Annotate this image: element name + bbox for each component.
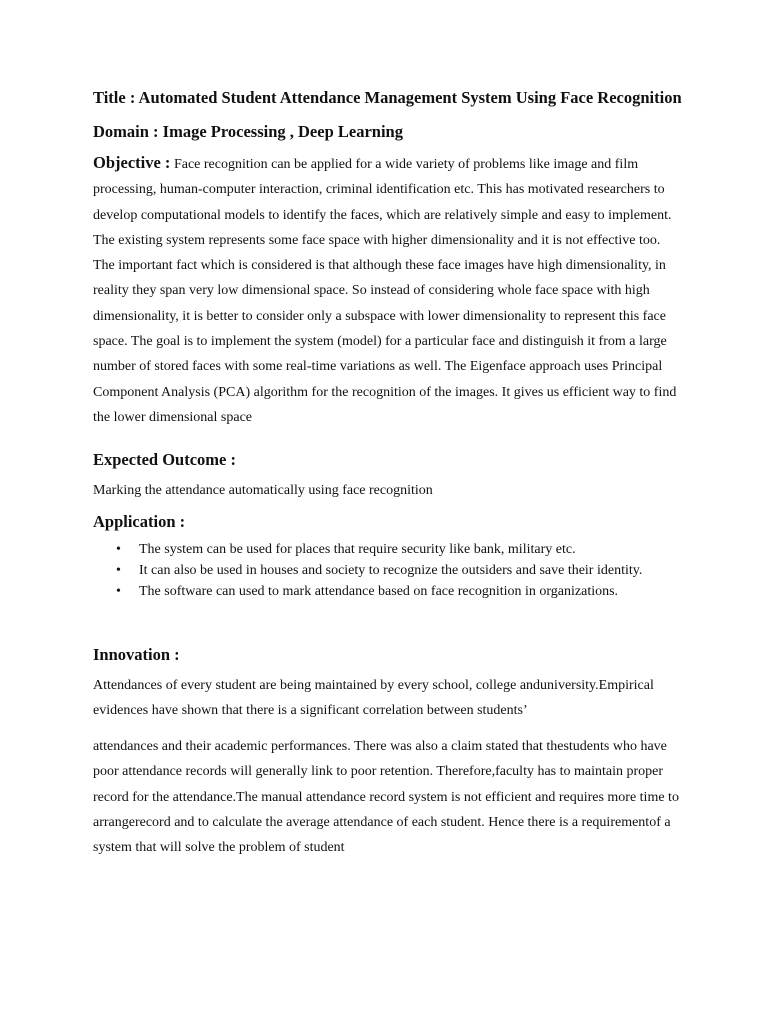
domain-line: Domain : Image Processing , Deep Learning xyxy=(93,122,403,141)
document-title: Title : Automated Student Attendance Management System Using Face Recognition xyxy=(93,88,682,107)
application-list xyxy=(93,540,683,601)
application-item-text: The system can be used for places that require security like bank, military etc. xyxy=(139,541,576,557)
list-item xyxy=(93,561,683,580)
title-label: Title xyxy=(93,88,126,107)
domain-text: Image Processing , Deep Learning xyxy=(162,122,403,141)
objective-text: Face recognition can be applied for a wide variety of problems like image and film processing, human-computer interaction, criminal identification etc. This has motivated researchers to develop computational models to identify the faces, which are relatively simple and easy to implement. The existing system represents some face space with higher dimensionality and it is not effective too. The important fact which is considered is that although these face images have high dimensionality, in reality they span very low dimensional space. So instead of considering whole face space with high dimensionality, it is better to consider only a subspace with lower dimensionality to represent this face space. The goal is to implement the system (model) for a particular face and distinguish it from a large number of stored faces with some real-time variations as well. The Eigenface approach uses Principal Component Analysis (PCA) algorithm for the recognition of the images. It gives us efficient way to find the lower dimensional space xyxy=(93,157,677,425)
expected-outcome-text: Marking the attendance automatically using face recognition xyxy=(93,483,433,499)
application-heading: Application : xyxy=(93,511,186,531)
list-item xyxy=(93,582,683,601)
application-item-text: The software can used to mark attendance based on face recognition in organizations. xyxy=(139,583,619,599)
application-item-text: It can also be used in houses and society to recognize the outsiders and save their identity. xyxy=(139,562,643,578)
innovation-heading: Innovation : xyxy=(93,644,180,664)
title-text: Automated Student Attendance Management System Using Face Recognition xyxy=(138,88,682,107)
innovation-paragraph-1: Attendances of every student are being maintained by every school, college anduniversity.Empirical evidences have shown that there is a significant correlation between students’ xyxy=(93,677,654,718)
document-page xyxy=(93,88,683,861)
bullet-icon: • xyxy=(116,583,121,599)
innovation-paragraph-2: attendances and their academic performances. There was also a claim stated that thestudents who have poor attendance records will generally link to poor retention. Therefore,faculty has to maintain proper record for the attendance.The manual attendance record system is not efficient and requires more time to arrangerecord and to calculate the average attendance of each student. Hence there is a requirementof a system that will solve the problem of student xyxy=(93,739,679,856)
domain-label: Domain xyxy=(93,122,149,141)
bullet-icon: • xyxy=(116,562,121,578)
expected-outcome-heading: Expected Outcome : xyxy=(93,450,236,470)
list-item xyxy=(93,540,683,559)
objective-label: Objective : xyxy=(93,153,171,172)
objective-paragraph xyxy=(93,150,683,430)
bullet-icon: • xyxy=(116,541,121,557)
